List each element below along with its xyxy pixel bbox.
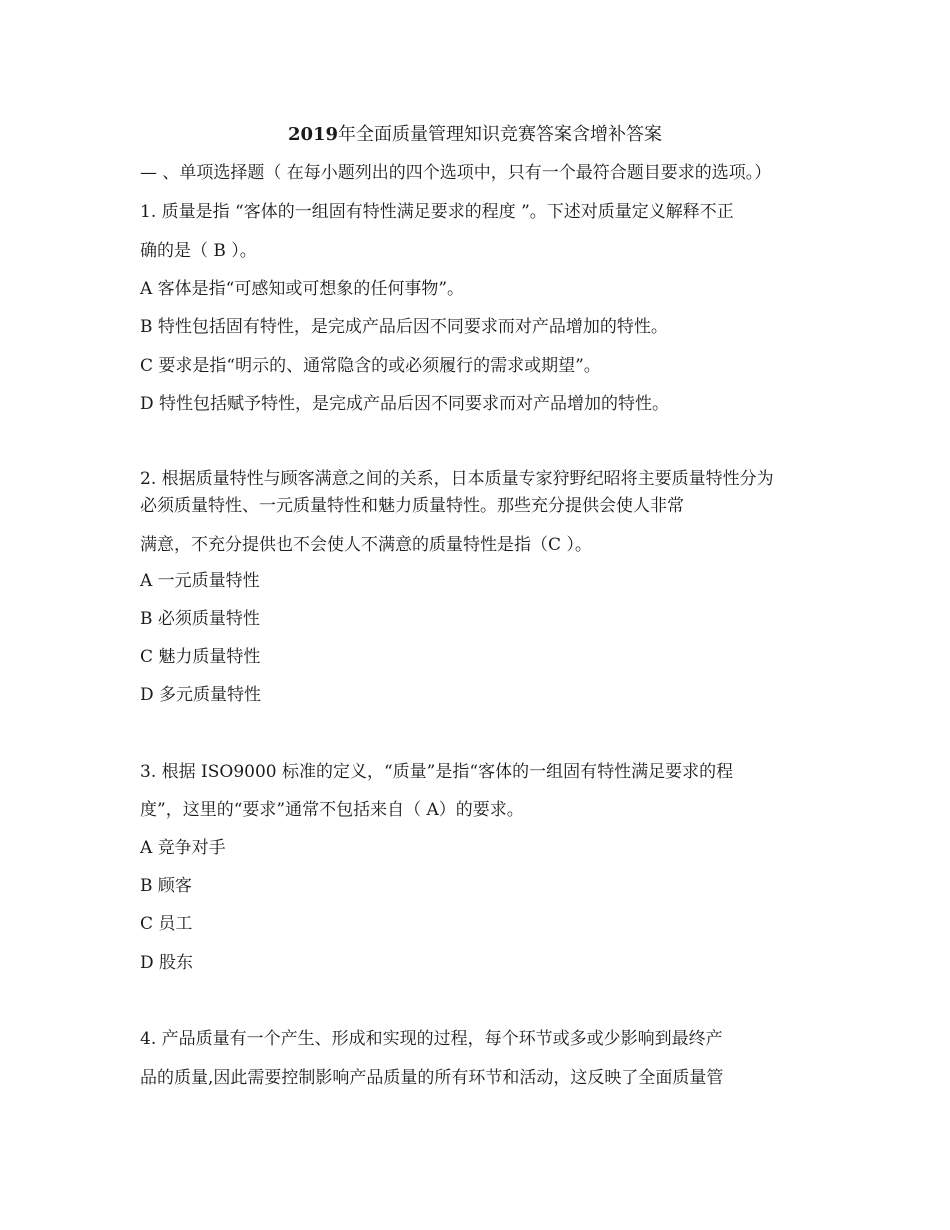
question-1-option-b: B 特性包括固有特性，是完成产品后因不同要求而对产品增加的特性。 — [140, 317, 668, 337]
question-4-stem-line-2: 品的质量,因此需要控制影响产品质量的所有环节和活动，这反映了全面质量管 — [140, 1068, 724, 1088]
question-2-option-d: D 多元质量特性 — [140, 685, 262, 705]
question-4-stem-line-1: 4. 产品质量有一个产生、形成和实现的过程，每个环节或多或少影响到最终产 — [140, 1029, 723, 1049]
document-title — [0, 123, 950, 147]
title-year: 2019 — [287, 124, 339, 145]
question-1-stem-line-1: 1. 质量是指 “客体的一组固有特性满足要求的程度 ”。下述对质量定义解释不正 — [140, 202, 734, 222]
question-3-option-d: D 股东 — [140, 953, 194, 973]
question-2-option-c: C 魅力质量特性 — [140, 647, 261, 667]
question-1-option-a: A 客体是指“可感知或可想象的任何事物”。 — [140, 279, 465, 299]
question-3-option-b: B 顾客 — [140, 876, 192, 896]
question-3-option-c: C 员工 — [140, 914, 193, 934]
title-text: 年全面质量管理知识竞赛答案含增补答案 — [338, 124, 663, 145]
question-2-stem-line-2: 必须质量特性、一元质量特性和魅力质量特性。那些充分提供会使人非常 — [140, 496, 684, 516]
section-heading: — 、单项选择题（ 在每小题列出的四个选项中，只有一个最符合题目要求的选项。） — [140, 163, 772, 183]
question-1-option-d: D 特性包括赋予特性，是完成产品后因不同要求而对产品增加的特性。 — [140, 394, 670, 414]
question-3-stem-line-2: 度”，这里的“要求”通常不包括来自（ A）的要求。 — [140, 800, 524, 820]
question-3-option-a: A 竞争对手 — [140, 838, 226, 858]
question-1-option-c: C 要求是指“明示的、通常隐含的或必须履行的需求或期望”。 — [140, 356, 601, 376]
question-2-option-a: A 一元质量特性 — [140, 571, 260, 591]
question-2-stem-line-1: 2. 根据质量特性与顾客满意之间的关系，日本质量专家狩野纪昭将主要质量特性分为 — [140, 469, 774, 489]
question-3-stem-line-1: 3. 根据 ISO9000 标准的定义，“质量”是指“客体的一组固有特性满足要求的程 — [140, 762, 734, 782]
question-2-stem-line-3: 满意，不充分提供也不会使人不满意的质量特性是指（C ）。 — [140, 535, 592, 555]
question-1-stem-line-2: 确的是（ B ）。 — [140, 241, 257, 261]
question-2-option-b: B 必须质量特性 — [140, 609, 260, 629]
